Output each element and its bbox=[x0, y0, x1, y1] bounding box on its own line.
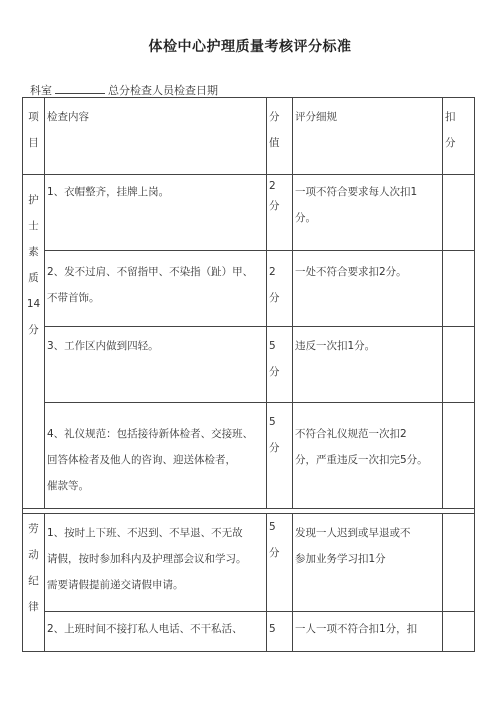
page-title: 体检中心护理质量考核评分标准 bbox=[148, 39, 352, 55]
row-content: 1、按时上下班、不迟到、不早退、不无故 请假，按时参加科内及护理部会议和学习。 需要请假提前递交请假申请。 bbox=[45, 514, 267, 612]
scoring-table bbox=[22, 97, 475, 652]
row-rule: 发现一人迟到或早退或不 参加业务学习扣1分 bbox=[293, 514, 443, 612]
table-row bbox=[23, 403, 475, 509]
row-score: 5 分 bbox=[267, 327, 293, 403]
row-content: 2、上班时间不接打私人电话、不干私活、 bbox=[45, 612, 267, 652]
header-deduct: 扣 分 bbox=[443, 98, 475, 175]
header-rule: 评分细规 bbox=[293, 98, 443, 175]
row-deduct bbox=[443, 403, 475, 509]
meta-rest: 总分检查人员检查日期 bbox=[108, 84, 218, 97]
row-rule: 一项不符合要求每人次扣1 分。 bbox=[293, 175, 443, 251]
row-rule: 不符合礼仪规范一次扣2 分，严重违反一次扣完5分。 bbox=[293, 403, 443, 509]
row-content: 2、发不过肩、不留指甲、不染指（趾）甲、 不带首饰。 bbox=[45, 251, 267, 327]
table-row bbox=[23, 514, 475, 612]
header-content: 检查内容 bbox=[45, 98, 267, 175]
row-rule: 一处不符合要求扣2分。 bbox=[293, 251, 443, 327]
row-rule: 违反一次扣1分。 bbox=[293, 327, 443, 403]
row-score: 2 分 bbox=[267, 251, 293, 327]
row-content: 4、礼仪规范：包括接待新体检者、交接班、 回答体检者及他人的咨询、迎送体检者， 催款等。 bbox=[45, 403, 267, 509]
table-row bbox=[23, 612, 475, 652]
header-score: 分 值 bbox=[267, 98, 293, 175]
dept-label: 科室 bbox=[30, 84, 52, 97]
header-item: 项 目 bbox=[23, 98, 45, 175]
row-deduct bbox=[443, 175, 475, 251]
row-deduct bbox=[443, 612, 475, 652]
form-meta-line bbox=[30, 82, 218, 98]
table-row bbox=[23, 175, 475, 251]
row-score: 5 分 bbox=[267, 514, 293, 612]
row-content: 1、衣帽整齐，挂牌上岗。 bbox=[45, 175, 267, 251]
dept-blank bbox=[55, 83, 105, 94]
table-row bbox=[23, 251, 475, 327]
section-label: 劳 动 纪 律 bbox=[23, 514, 45, 652]
row-deduct bbox=[443, 514, 475, 612]
row-rule: 一人一项不符合扣1分，扣 bbox=[293, 612, 443, 652]
row-content: 3、工作区内做到四轻。 bbox=[45, 327, 267, 403]
row-deduct bbox=[443, 251, 475, 327]
row-deduct bbox=[443, 327, 475, 403]
section-label: 护 士 素 质 14 分 bbox=[23, 175, 45, 509]
row-score: 5 bbox=[267, 612, 293, 652]
row-score: 5 分 bbox=[267, 403, 293, 509]
table-header-row bbox=[23, 98, 475, 175]
row-score: 2 分 bbox=[267, 175, 293, 251]
table-row bbox=[23, 327, 475, 403]
